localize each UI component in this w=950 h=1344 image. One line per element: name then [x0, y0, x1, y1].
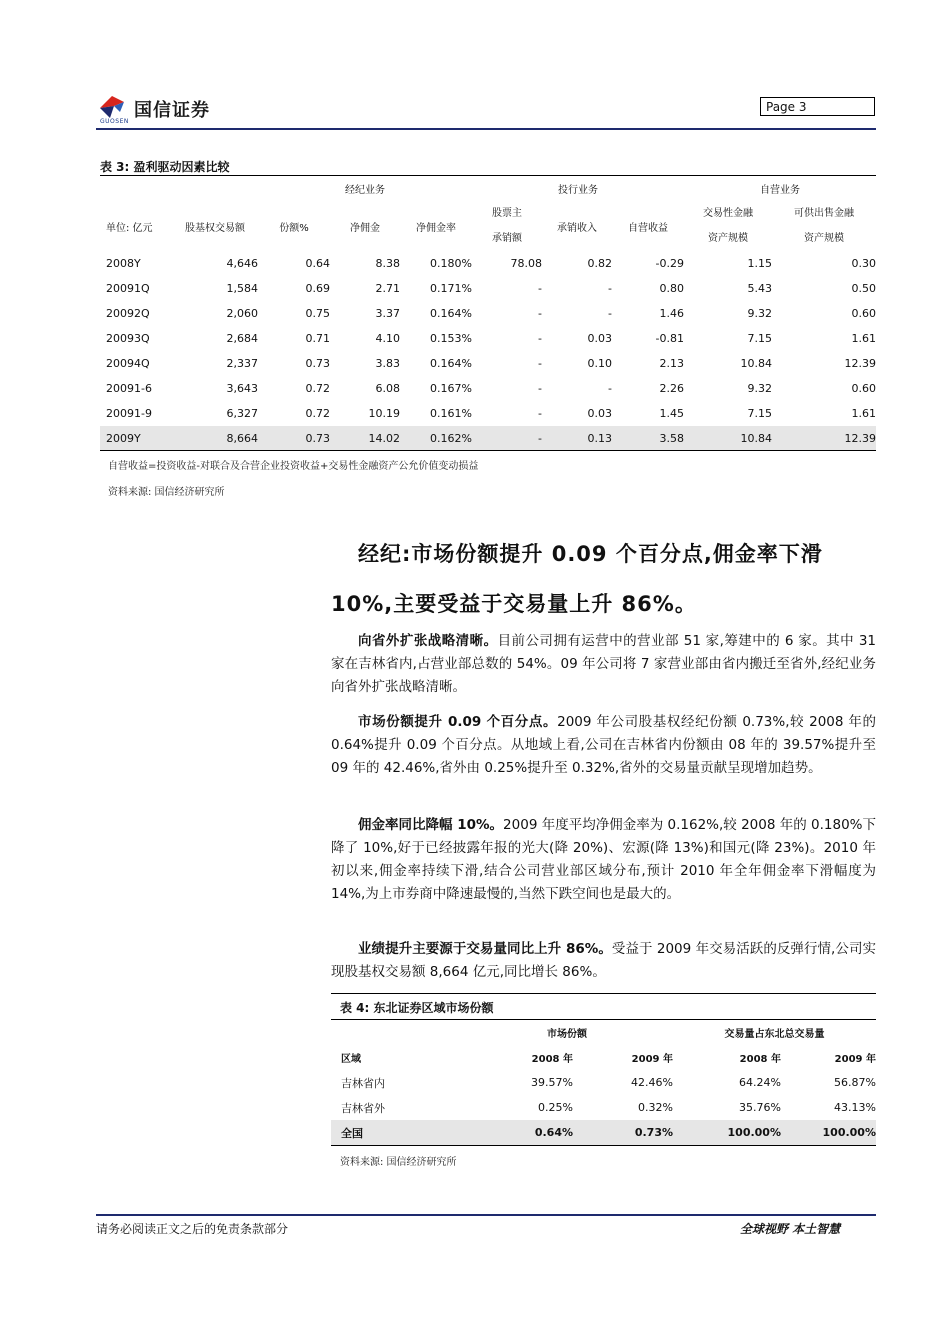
table-cell: 10.84	[740, 357, 772, 370]
table3-source: 资料来源: 国信经济研究所	[108, 487, 225, 498]
table-cell: 0.180%	[430, 257, 472, 270]
table4-header-row	[331, 1045, 876, 1070]
table-cell: 0.32%	[638, 1101, 673, 1114]
footer-disclaimer: 请务必阅读正文之后的免责条款部分	[96, 1222, 289, 1236]
table-cell: 9.32	[747, 382, 772, 395]
table-cell: 1.46	[659, 307, 684, 320]
table-cell: -	[538, 432, 542, 445]
table-cell: 56.87%	[834, 1076, 876, 1089]
table-cell: 12.39	[844, 357, 876, 370]
table4-source: 资料来源: 国信经济研究所	[340, 1157, 457, 1168]
section-heading-line2: 10%,主要受益于交易量上升 86%。	[331, 592, 697, 616]
table4-group-row	[331, 1020, 876, 1045]
table-cell: 1.61	[851, 332, 876, 345]
table-cell: 1,584	[226, 282, 258, 295]
table-cell: 0.03	[587, 407, 612, 420]
table-cell: 20091-6	[106, 382, 152, 395]
table-cell: -	[538, 407, 542, 420]
table-cell: 0.25%	[538, 1101, 573, 1114]
table3-col-prop-income: 自营收益	[628, 222, 668, 234]
table-cell: 0.10	[587, 357, 612, 370]
table-cell: 0.73	[305, 432, 330, 445]
paragraph-commission-lead: 佣金率同比降幅 10%。	[358, 817, 504, 833]
table-cell: 0.164%	[430, 357, 472, 370]
paragraph-market-share	[331, 711, 876, 780]
paragraph-volume-lead: 业绩提升主要源于交易量同比上升 86%。	[358, 941, 612, 957]
table-cell: 9.32	[747, 307, 772, 320]
table-cell: 1.45	[659, 407, 684, 420]
table-cell: 2,337	[226, 357, 258, 370]
table-cell: -	[538, 332, 542, 345]
table-cell: -	[538, 307, 542, 320]
table-cell: -	[608, 282, 612, 295]
table-cell: 2.26	[659, 382, 684, 395]
table-cell: 0.60	[851, 307, 876, 320]
section-heading-line1: 经纪:市场份额提升 0.09 个百分点,佣金率下滑	[358, 542, 823, 566]
table-cell: 吉林省外	[341, 1101, 385, 1115]
table-cell: -	[538, 382, 542, 395]
table-cell: 0.82	[587, 257, 612, 270]
page-number: Page 3	[760, 97, 875, 116]
table-cell: 20091-9	[106, 407, 152, 420]
table3-col-net-commission: 净佣金	[350, 222, 380, 234]
table-cell: -	[538, 357, 542, 370]
table4	[331, 1020, 876, 1145]
table-row	[331, 1095, 876, 1120]
guosen-logo-mark-icon	[96, 94, 130, 120]
paragraph-market-share-lead: 市场份额提升 0.09 个百分点。	[358, 714, 558, 730]
table-cell: 20093Q	[106, 332, 150, 345]
table4-top-rule	[331, 993, 876, 994]
table3-header-row	[100, 201, 876, 251]
footer-divider	[96, 1214, 876, 1216]
table4-caption: 表 4: 东北证券区域市场份额	[340, 1001, 494, 1015]
table-cell: 0.80	[659, 282, 684, 295]
table-cell: 0.50	[851, 282, 876, 295]
table4-group-share: 市场份额	[547, 1029, 587, 1040]
table-cell: 0.64%	[534, 1126, 573, 1139]
footer-slogan: 全球视野 本土智慧	[740, 1222, 841, 1236]
table3-col-afs-assets: 可供出售金融 资产规模	[794, 208, 854, 244]
table-cell: 2.13	[659, 357, 684, 370]
table3-col-underwriting: 股票主 承销额	[492, 208, 522, 244]
table-cell: 全国	[341, 1126, 363, 1140]
table-cell: -	[608, 307, 612, 320]
table-cell: 2.71	[375, 282, 400, 295]
table-cell: -0.81	[655, 332, 684, 345]
table-cell: -	[608, 382, 612, 395]
table3-col-underwriting-income: 承销收入	[557, 222, 597, 234]
table-cell: 0.03	[587, 332, 612, 345]
paragraph-volume-text: 受益于 2009 年交易活跃的反弹行情,公司实现股基权交易额 8,664 亿元,同比增长 86%。	[331, 941, 876, 980]
guosen-logo	[96, 88, 246, 128]
table3-bottom-rule	[100, 450, 876, 451]
table-cell: 0.71	[305, 332, 330, 345]
table-cell: 4.10	[375, 332, 400, 345]
paragraph-commission-text: 2009 年度平均净佣金率为 0.162%,较 2008 年的 0.180%下降了 10%,好于已经披露年报的光大(降 20%)、宏源(降 13%)和国元(降 23%)。2010 年初以来,佣金率持续下滑,结合公司营业部区域分布,预计 2010 年全年佣金率下滑幅度为 14%,为上市券商中降速最慢的,当然下跌空间也是最大的。	[331, 817, 876, 902]
table-cell: 8.38	[375, 257, 400, 270]
table-cell: 100.00%	[727, 1126, 781, 1139]
table4-body	[331, 1070, 876, 1145]
table3-col-unit: 单位: 亿元	[106, 222, 153, 234]
table4-bottom-rule	[331, 1145, 876, 1146]
table-row	[100, 251, 876, 276]
table-cell: 20091Q	[106, 282, 150, 295]
table-cell: 0.73%	[634, 1126, 673, 1139]
table-cell: 20094Q	[106, 357, 150, 370]
table-cell: 0.13	[587, 432, 612, 445]
table-cell: 0.72	[305, 407, 330, 420]
table-cell: 0.64	[305, 257, 330, 270]
table3-body	[100, 251, 876, 451]
table-cell: 3,643	[226, 382, 258, 395]
table-cell: 5.43	[747, 282, 772, 295]
table-row	[331, 1070, 876, 1095]
table3-group-row	[100, 176, 876, 201]
table3-note: 自营收益=投资收益-对联合及合营企业投资收益+交易性金融资产公允价值变动损益	[108, 461, 479, 472]
table-cell: 35.76%	[739, 1101, 781, 1114]
table-cell: 3.37	[375, 307, 400, 320]
table3-col-share: 份额%	[279, 222, 309, 234]
table3-group-prop: 自营业务	[760, 185, 800, 196]
table3-group-brokerage: 经纪业务	[345, 185, 385, 196]
table-cell: 100.00%	[822, 1126, 876, 1139]
table3-group-ib: 投行业务	[558, 185, 598, 196]
table4-col-2009-vol: 2009 年	[834, 1054, 876, 1065]
table-cell: 2,060	[226, 307, 258, 320]
table4-col-region: 区域	[341, 1054, 361, 1065]
table-cell: 12.39	[844, 432, 876, 445]
table-cell: 0.162%	[430, 432, 472, 445]
table-cell: 0.153%	[430, 332, 472, 345]
table-cell: 0.60	[851, 382, 876, 395]
table3-col-trading-assets: 交易性金融 资产规模	[703, 208, 753, 244]
table-cell: 6.08	[375, 382, 400, 395]
table-row	[100, 301, 876, 326]
logo-subtext: GUOSEN	[100, 118, 129, 125]
table-cell: 78.08	[510, 257, 542, 270]
table-row	[100, 401, 876, 426]
table-cell: 14.02	[368, 432, 400, 445]
table-cell: 20092Q	[106, 307, 150, 320]
paragraph-expansion	[331, 630, 876, 699]
table-row	[100, 276, 876, 301]
table4-col-2008: 2008 年	[531, 1054, 573, 1065]
table-row	[100, 351, 876, 376]
table-row	[331, 1120, 876, 1145]
table-cell: 0.75	[305, 307, 330, 320]
table-cell: 4,646	[226, 257, 258, 270]
table4-col-2008-vol: 2008 年	[739, 1054, 781, 1065]
table-cell: 0.69	[305, 282, 330, 295]
table-cell: 3.58	[659, 432, 684, 445]
table4-col-2009: 2009 年	[631, 1054, 673, 1065]
table-cell: 吉林省内	[341, 1076, 385, 1090]
table-cell: -0.29	[655, 257, 684, 270]
table-cell: 3.83	[375, 357, 400, 370]
table-cell: 8,664	[226, 432, 258, 445]
paragraph-commission	[331, 814, 876, 906]
table-cell: 2008Y	[106, 257, 141, 270]
table-cell: 43.13%	[834, 1101, 876, 1114]
table-cell: 42.46%	[631, 1076, 673, 1089]
table-cell: 0.73	[305, 357, 330, 370]
paragraph-expansion-lead: 向省外扩张战略清晰。	[358, 633, 498, 649]
table-cell: 10.19	[368, 407, 400, 420]
paragraph-expansion-text: 目前公司拥有运营中的营业部 51 家,筹建中的 6 家。其中 31 家在吉林省内,占营业部总数的 54%。09 年公司将 7 家营业部由省内搬迁至省外,经纪业务向省外扩张战略清晰。	[331, 633, 877, 695]
table3-caption: 表 3: 盈利驱动因素比较	[100, 160, 230, 174]
table3-col-volume: 股基权交易额	[185, 222, 245, 234]
table-cell: 10.84	[740, 432, 772, 445]
table-cell: 7.15	[747, 407, 772, 420]
table-cell: 0.72	[305, 382, 330, 395]
table-cell: 1.61	[851, 407, 876, 420]
table3	[100, 176, 876, 451]
table4-group-volume: 交易量占东北总交易量	[724, 1029, 825, 1040]
logo-text: 国信证券	[134, 100, 210, 121]
table-cell: -	[538, 282, 542, 295]
table-row	[100, 326, 876, 351]
paragraph-volume	[331, 938, 876, 984]
table-cell: 0.161%	[430, 407, 472, 420]
paragraph-market-share-text: 2009 年公司股基权经纪份额 0.73%,较 2008 年的 0.64%提升 0.09 个百分点。从地域上看,公司在吉林省内份额由 08 年的 39.57%提升至 09 年的 42.46%,省外由 0.25%提升至 0.32%,省外的交易量贡献呈现增加趋势。	[331, 714, 876, 776]
table-row	[100, 426, 876, 451]
table-row	[100, 376, 876, 401]
table-cell: 0.167%	[430, 382, 472, 395]
table-cell: 64.24%	[739, 1076, 781, 1089]
table-cell: 39.57%	[531, 1076, 573, 1089]
table-cell: 1.15	[747, 257, 772, 270]
table-cell: 0.164%	[430, 307, 472, 320]
table-cell: 7.15	[747, 332, 772, 345]
table-cell: 0.30	[851, 257, 876, 270]
table3-col-commission-rate: 净佣金率	[416, 222, 456, 234]
table-cell: 6,327	[226, 407, 258, 420]
header-divider	[96, 128, 876, 130]
table-cell: 2009Y	[106, 432, 141, 445]
table-cell: 2,684	[226, 332, 258, 345]
table-cell: 0.171%	[430, 282, 472, 295]
